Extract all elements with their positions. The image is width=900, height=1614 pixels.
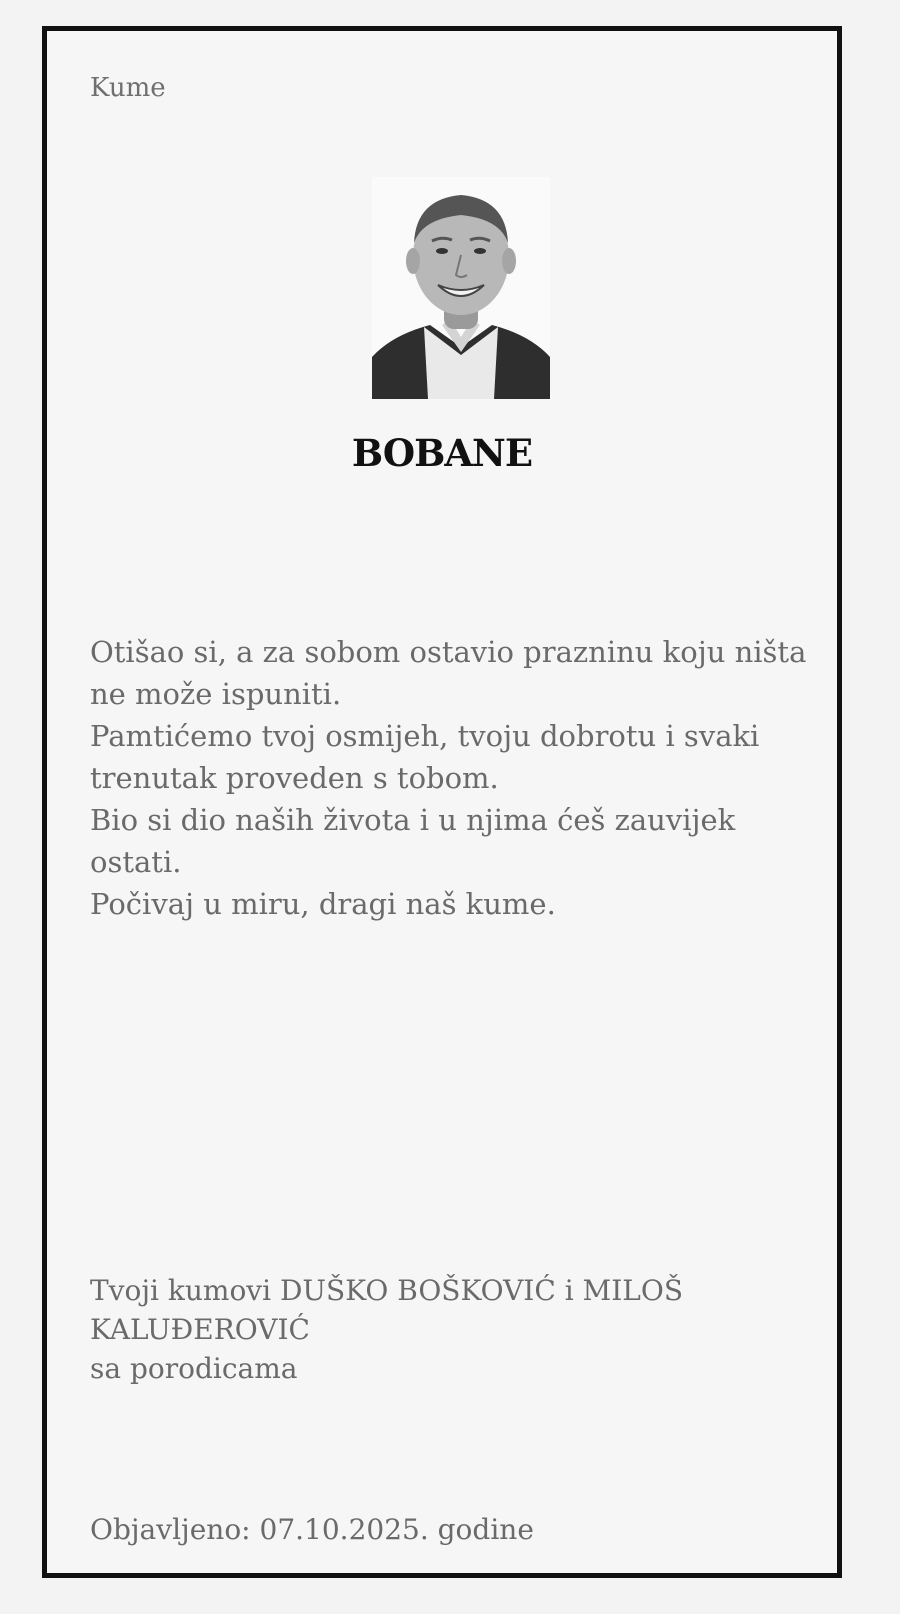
message-line: Otišao si, a za sobom ostavio prazninu koju ništa ne može ispuniti. <box>90 635 807 711</box>
portrait-image <box>372 177 550 399</box>
signature-line: Tvoji kumovi DUŠKO BOŠKOVIĆ i MILOŠ KALUĐEROVIĆ <box>90 1274 684 1346</box>
message-line: Pamtićemo tvoj osmijeh, tvoju dobrotu i svaki trenutak proveden s tobom. <box>90 719 760 795</box>
heading-label: Kume <box>90 73 166 103</box>
portrait-photo <box>372 177 550 399</box>
message-line: Bio si dio naših života i u njima ćeš zauvijek ostati. <box>90 803 736 879</box>
message-text <box>90 631 820 925</box>
signature-line: sa porodicama <box>90 1352 298 1385</box>
deceased-name: BOBANE <box>351 431 533 475</box>
obituary-card <box>42 26 842 1578</box>
signature-text <box>90 1271 790 1388</box>
message-line: Počivaj u miru, dragi naš kume. <box>90 887 556 921</box>
published-date: Objavljeno: 07.10.2025. godine <box>90 1513 534 1546</box>
